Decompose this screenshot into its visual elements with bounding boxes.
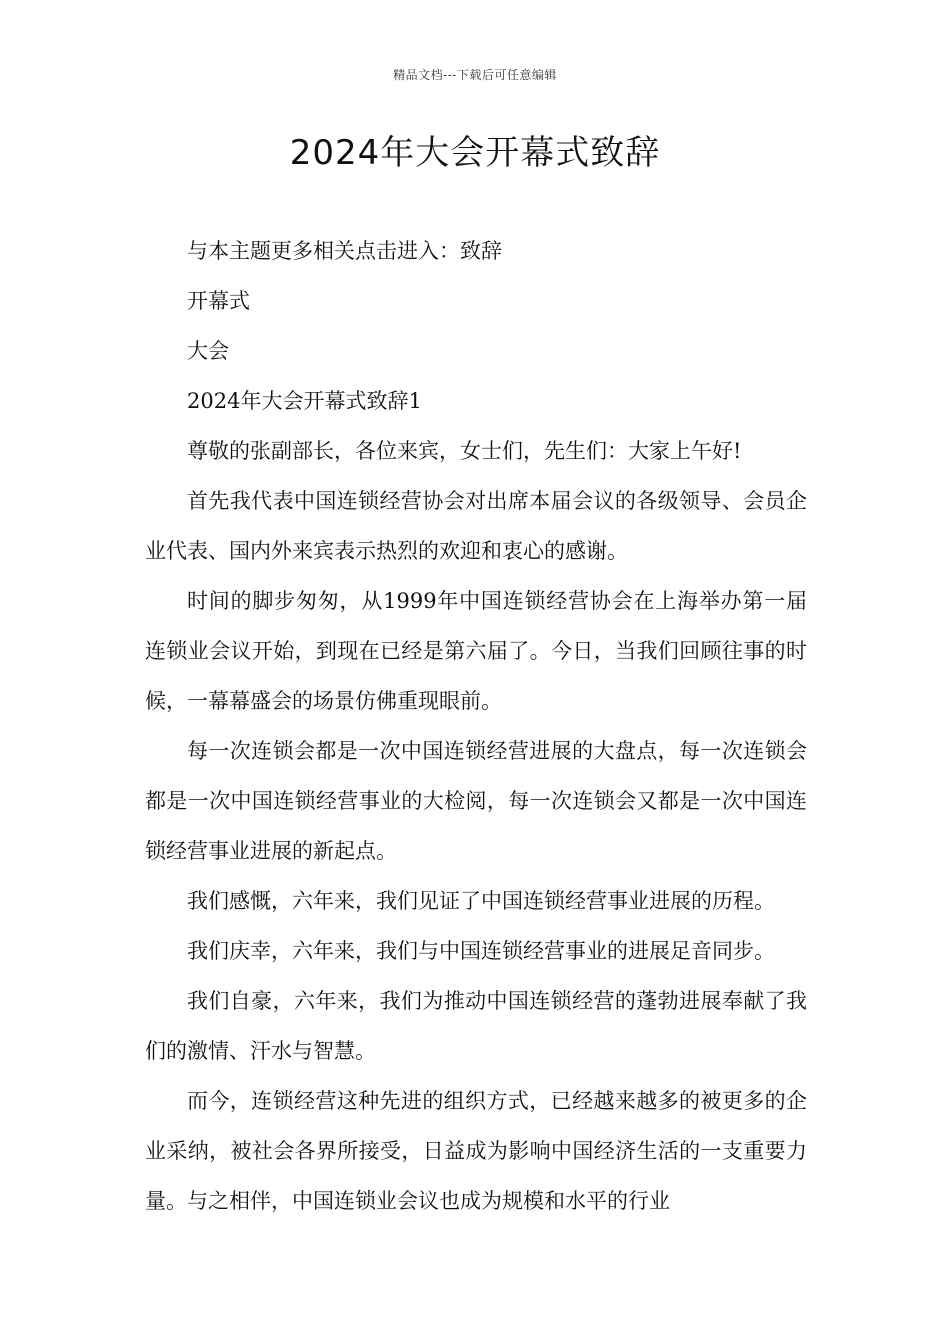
paragraph-greeting: 尊敬的张副部长，各位来宾，女士们，先生们：大家上午好! — [187, 439, 742, 463]
paragraph: 我们自豪，六年来，我们为推动中国连锁经营的蓬勃进展奉献了我们的激情、汗水与智慧。 — [145, 989, 807, 1063]
paragraph: 每一次连锁会都是一次中国连锁经营进展的大盘点，每一次连锁会都是一次中国连锁经营事业的大检阅，每一次连锁会又都是一次中国连锁经营事业进展的新起点。 — [145, 739, 807, 863]
paragraph-section-heading: 2024年大会开幕式致辞1 — [187, 389, 422, 413]
paragraph: 我们庆幸，六年来，我们与中国连锁经营事业的进展足音同步。 — [187, 939, 775, 963]
header-note: 精品文档---下载后可任意编辑 — [393, 68, 557, 82]
paragraph: 时间的脚步匆匆，从1999年中国连锁经营协会在上海举办第一届连锁业会议开始，到现在已经是第六届了。今日，当我们回顾往事的时候，一幕幕盛会的场景仿佛重现眼前。 — [145, 589, 807, 713]
document-body — [145, 226, 807, 1226]
paragraph-related-topics: 与本主题更多相关点击进入：致辞 — [187, 239, 502, 263]
document-title: 2024年大会开幕式致辞 — [289, 133, 661, 173]
paragraph: 首先我代表中国连锁经营协会对出席本届会议的各级领导、会员企业代表、国内外来宾表示热烈的欢迎和衷心的感谢。 — [145, 489, 807, 563]
paragraph: 而今，连锁经营这种先进的组织方式，已经越来越多的被更多的企业采纳，被社会各界所接受，日益成为影响中国经济生活的一支重要力量。与之相伴，中国连锁业会议也成为规模和水平的行业 — [145, 1089, 807, 1213]
paragraph-tag-opening: 开幕式 — [187, 289, 250, 313]
paragraph: 我们感慨，六年来，我们见证了中国连锁经营事业进展的历程。 — [187, 889, 775, 913]
paragraph-tag-conference: 大会 — [187, 339, 229, 363]
